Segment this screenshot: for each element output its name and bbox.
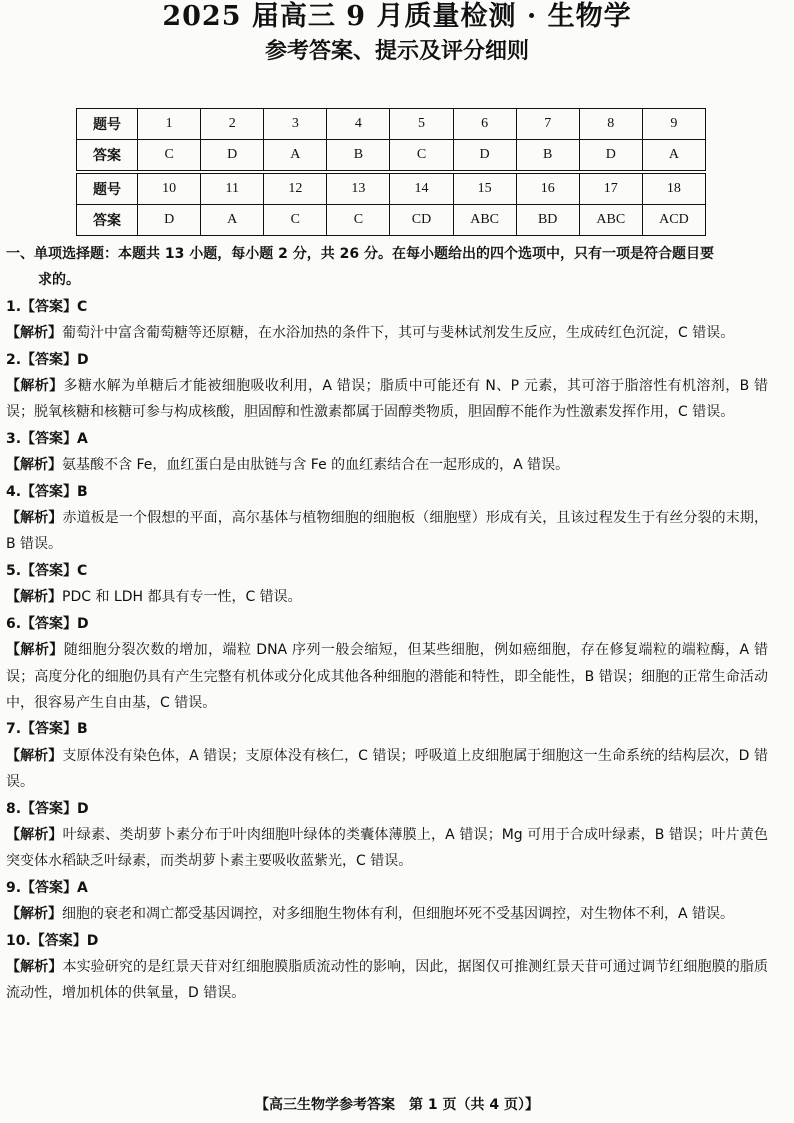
row-header-ans: 答案 xyxy=(77,205,138,236)
explanation-label: 【解析】 xyxy=(6,958,63,975)
section-heading-line2: 求的。 xyxy=(38,272,80,289)
explanation-text: 叶绿素、类胡萝卜素分布于叶肉细胞叶绿体的类囊体薄膜上，A 错误；Mg 可用于合成叶绿素，B 错误；叶片黄色突变体水稻缺乏叶绿素，而类胡萝卜素主要吸收蓝紫光，C 错误。 xyxy=(6,826,769,870)
cell-ans: B xyxy=(327,140,390,173)
cell-num: 5 xyxy=(390,109,453,140)
cell-num: 3 xyxy=(264,109,327,140)
answer-table-row-ans-2 xyxy=(77,205,706,236)
question-answer: 5.【答案】C xyxy=(6,562,88,579)
question-explanation xyxy=(6,954,768,1007)
cell-ans: ABC xyxy=(579,205,642,236)
explanation-text: PDC 和 LDH 都具有专一性，C 错误。 xyxy=(62,589,302,606)
question-explanation xyxy=(6,637,768,716)
cell-num: 2 xyxy=(201,109,264,140)
question-explanation xyxy=(6,320,768,346)
question-answer: 8.【答案】D xyxy=(6,800,89,817)
cell-num: 7 xyxy=(516,109,579,140)
question-explanation xyxy=(6,584,768,610)
cell-num: 16 xyxy=(516,172,579,205)
cell-ans: C xyxy=(264,205,327,236)
page-subtitle: 参考答案、提示及评分细则 xyxy=(264,39,529,64)
explanation-label: 【解析】 xyxy=(6,642,64,659)
question-answer: 1.【答案】C xyxy=(6,298,88,315)
cell-num: 14 xyxy=(390,172,453,205)
explanation-label: 【解析】 xyxy=(6,906,62,923)
cell-ans: A xyxy=(642,140,705,173)
page-title: 2025 届高三 9 月质量检测 · 生物学 xyxy=(162,1,632,32)
cell-ans: B xyxy=(516,140,579,173)
row-header-ans: 答案 xyxy=(77,140,138,173)
question-answer: 7.【答案】B xyxy=(6,721,88,738)
explanation-label: 【解析】 xyxy=(6,325,62,342)
question-explanation xyxy=(6,743,768,796)
cell-ans: D xyxy=(453,140,516,173)
explanation-text: 赤道板是一个假想的平面，高尔基体与植物细胞的细胞板（细胞壁）形成有关，且该过程发生于有丝分裂的末期，B 错误。 xyxy=(6,510,768,553)
row-header-num: 题号 xyxy=(77,109,138,140)
question-answer: 6.【答案】D xyxy=(6,615,89,632)
question-answer: 4.【答案】B xyxy=(6,483,88,500)
explanation-text: 多糖水解为单糖后才能被细胞吸收利用，A 错误；脂质中可能还有 N、P 元素，其可溶于脂溶性有机溶剂，B 错误；脱氧核糖和核糖可参与构成核酸，胆固醇和性激素都属于固醇类物质，胆固醇不能作为性激素发挥作用，C 错误。 xyxy=(6,378,769,421)
section-heading xyxy=(6,241,768,294)
explanation-text: 细胞的衰老和凋亡都受基因调控，对多细胞生物体有利，但细胞坏死不受基因调控，对生物体不利，A 错误。 xyxy=(62,906,735,923)
explanation-text: 氨基酸不含 Fe，血红蛋白是由肽链与含 Fe 的血红素结合在一起形成的，A 错误。 xyxy=(62,457,570,474)
cell-num: 13 xyxy=(327,172,390,205)
explanation-label: 【解析】 xyxy=(6,457,62,474)
cell-ans: ACD xyxy=(642,205,705,236)
explanation-label: 【解析】 xyxy=(6,747,63,764)
answer-table-row-nums-1 xyxy=(77,109,706,140)
question-answer: 3.【答案】A xyxy=(6,430,88,447)
explanation-text: 支原体没有染色体，A 错误；支原体没有核仁，C 错误；呼吸道上皮细胞属于细胞这一生命系统的结构层次，D 错误。 xyxy=(6,747,768,791)
question-answer: 9.【答案】A xyxy=(6,879,88,896)
explanation-label: 【解析】 xyxy=(6,826,63,843)
question-explanation xyxy=(6,373,768,426)
row-header-num: 题号 xyxy=(77,172,138,205)
cell-num: 8 xyxy=(579,109,642,140)
question-explanation xyxy=(6,505,768,558)
cell-ans: D xyxy=(579,140,642,173)
explanation-text: 本实验研究的是红景天苷对红细胞膜脂质流动性的影响，因此，据图仅可推测红景天苷可通过调节红细胞膜的脂质流动性，增加机体的供氧量，D 错误。 xyxy=(6,958,768,1002)
page-footer: 【高三生物学参考答案 第 1 页（共 4 页）】 xyxy=(255,1097,539,1113)
cell-num: 15 xyxy=(453,172,516,205)
cell-ans: C xyxy=(138,140,201,173)
explanation-label: 【解析】 xyxy=(6,589,62,606)
cell-num: 17 xyxy=(579,172,642,205)
explanation-label: 【解析】 xyxy=(6,510,63,527)
answer-table-row-ans-1 xyxy=(77,140,706,173)
cell-ans: C xyxy=(390,140,453,173)
cell-num: 12 xyxy=(264,172,327,205)
cell-num: 18 xyxy=(642,172,705,205)
cell-num: 9 xyxy=(642,109,705,140)
cell-ans: A xyxy=(264,140,327,173)
cell-ans: CD xyxy=(390,205,453,236)
cell-ans: D xyxy=(138,205,201,236)
explanation-text: 随细胞分裂次数的增加，端粒 DNA 序列一般会缩短，但某些细胞，例如癌细胞，存在修复端粒的端粒酶，A 错误；高度分化的细胞仍具有产生完整有机体或分化成其他各种细胞的潜能和特性，即全能性，B 错误；细胞的正常生命活动中，很容易产生自由基，C 错误。 xyxy=(6,642,768,711)
cell-ans: D xyxy=(201,140,264,173)
answer-explanations xyxy=(6,241,768,1007)
question-explanation xyxy=(6,452,768,478)
section-heading-line1: 一、单项选择题：本题共 13 小题，每小题 2 分，共 26 分。在每小题给出的四个选项中，只有一项是符合题目要 xyxy=(6,246,714,262)
cell-num: 4 xyxy=(327,109,390,140)
cell-num: 1 xyxy=(138,109,201,140)
cell-ans: A xyxy=(201,205,264,236)
cell-ans: C xyxy=(327,205,390,236)
answer-table-row-nums-2 xyxy=(77,172,706,205)
question-explanation xyxy=(6,822,768,875)
question-answer: 10.【答案】D xyxy=(6,932,99,949)
question-answer: 2.【答案】D xyxy=(6,351,89,368)
cell-ans: BD xyxy=(516,205,579,236)
question-explanation xyxy=(6,901,768,927)
cell-ans: ABC xyxy=(453,205,516,236)
cell-num: 10 xyxy=(138,172,201,205)
explanation-text: 葡萄汁中富含葡萄糖等还原糖，在水浴加热的条件下，其可与斐林试剂发生反应，生成砖红色沉淀，C 错误。 xyxy=(62,325,735,342)
cell-num: 6 xyxy=(453,109,516,140)
cell-num: 11 xyxy=(201,172,264,205)
explanation-label: 【解析】 xyxy=(6,378,64,395)
answer-table xyxy=(76,108,706,236)
